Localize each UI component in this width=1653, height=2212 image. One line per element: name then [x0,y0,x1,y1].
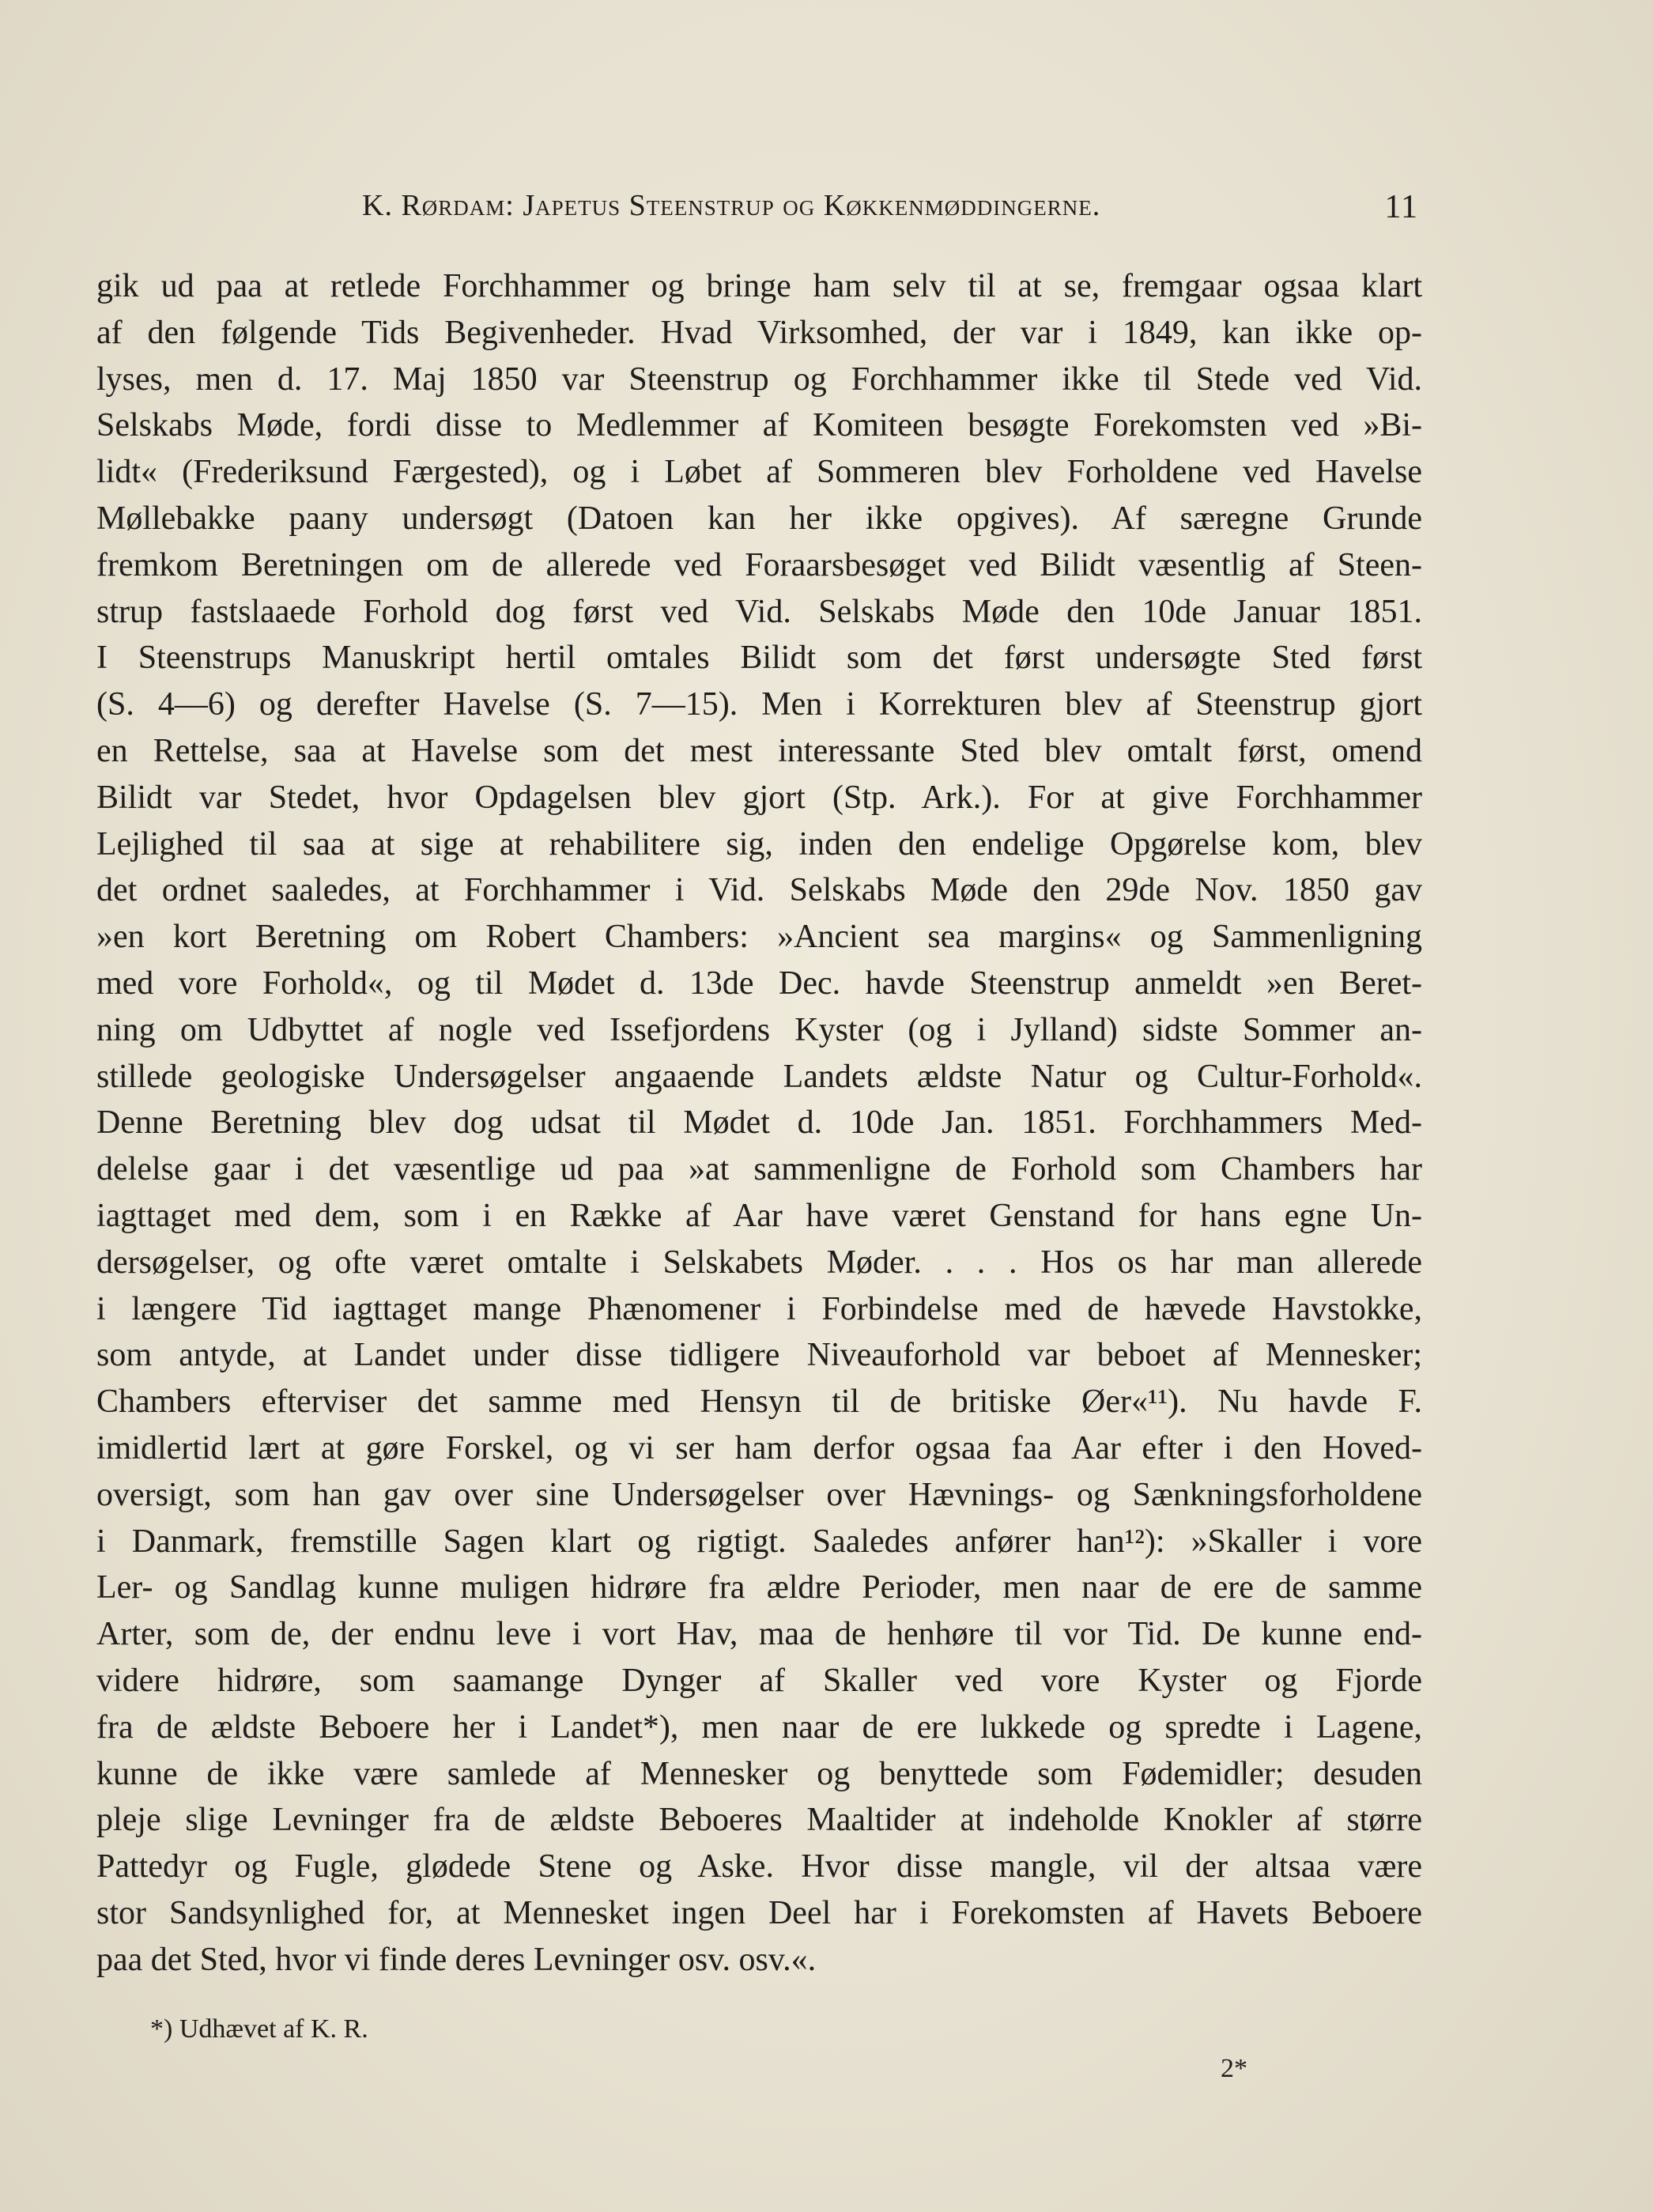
footnote: *) Udhævet af K. R. [150,2014,368,2044]
text-line: imidlertid lært at gøre Forskel, og vi ser ham derfor ogsaa faa Aar efter i den Hoved- [96,1429,1422,1466]
text-line: fremkom Beretningen om de allerede ved Foraarsbesøget ved Bilidt væsentlig af Steen- [96,546,1422,583]
text-line: stor Sandsynlighed for, at Mennesket ingen Deel har i Forekomsten af Havets Beboere [96,1894,1422,1931]
text-line: Lejlighed til saa at sige at rehabilitere sig, inden den endelige Opgørelse kom, blev [96,825,1422,863]
text-line: kunne de ikke være samlede af Mennesker og benyttede som Fødemidler; desuden [96,1755,1422,1792]
text-line: dersøgelser, og ofte været omtalte i Selskabets Møder. . . . Hos os har man allerede [96,1244,1422,1281]
text-line: I Steenstrups Manuskript hertil omtales Bilidt som det først undersøgte Sted først [96,640,1422,677]
text-line: strup fastslaaede Forhold dog først ved Vid. Selskabs Møde den 10de Januar 1851. [96,593,1422,630]
text-line: Bilidt var Stedet, hvor Opdagelsen blev gjort (Stp. Ark.). For at give Forchhammer [96,779,1422,816]
text-line: Denne Beretning blev dog udsat til Mødet d. 10de Jan. 1851. Forchhammers Med- [96,1104,1422,1142]
text-line: i længere Tid iagttaget mange Phænomener i Forbindelse med de hævede Havstokke, [96,1290,1422,1327]
text-line: (S. 4—6) og derefter Havelse (S. 7—15). Men i Korrekturen blev af Steenstrup gjort [96,686,1422,723]
signature-mark: 2* [1221,2054,1247,2083]
text-line: pleje slige Levninger fra de ældste Beboeres Maaltider at indeholde Knokler af større [96,1802,1422,1839]
text-line: Møllebakke paany undersøgt (Datoen kan her ikke opgives). Af særegne Grunde [96,500,1422,537]
text-line: Selskabs Møde, fordi disse to Medlemmer af Komiteen besøgte Forekomsten ved »Bi- [96,407,1422,444]
text-line: »en kort Beretning om Robert Chambers: »Ancient sea margins« og Sammenligning [96,919,1422,956]
text-line: delelse gaar i det væsentlige ud paa »at sammenligne de Forhold som Chambers har [96,1151,1422,1188]
text-line: det ordnet saaledes, at Forchhammer i Vid. Selskabs Møde den 29de Nov. 1850 gav [96,872,1422,909]
text-line: med vore Forhold«, og til Mødet d. 13de Dec. havde Steenstrup anmeldt »en Beret- [96,964,1422,1002]
text-line: en Rettelse, saa at Havelse som det mest interessante Sted blev omtalt først, omend [96,732,1422,769]
page-header [362,188,1418,228]
page-number: 11 [1384,189,1418,225]
text-line: af den følgende Tids Begivenheder. Hvad Virksomhed, der var i 1849, kan ikke op- [96,314,1422,351]
text-line: Ler- og Sandlag kunne muligen hidrøre fra ældre Perioder, men naar de ere de samme [96,1569,1422,1606]
text-line: Pattedyr og Fugle, glødede Stene og Aske. Hvor disse mangle, vil der altsaa være [96,1848,1422,1885]
text-line: gik ud paa at retlede Forchhammer og bringe ham selv til at se, fremgaar ogsaa klart [96,268,1422,304]
running-head: K. Rørdam: Japetus Steenstrup og Køkkenmøddingerne. [362,189,1101,222]
text-line: lyses, men d. 17. Maj 1850 var Steenstrup og Forchhammer ikke til Stede ved Vid. [96,360,1422,398]
text-line: ning om Udbyttet af nogle ved Issefjordens Kyster (og i Jylland) sidste Sommer an- [96,1011,1422,1048]
text-line: oversigt, som han gav over sine Undersøgelser over Hævnings- og Sænkningsforholdene [96,1476,1422,1513]
text-line: som antyde, at Landet under disse tidligere Niveauforhold var beboet af Mennesker; [96,1337,1422,1374]
text-line: stillede geologiske Undersøgelser angaaende Landets ældste Natur og Cultur-Forhold«. [96,1058,1422,1095]
text-line: fra de ældste Beboere her i Landet*), men naar de ere lukkede og spredte i Lagene, [96,1708,1422,1746]
text-line: lidt« (Frederiksund Færgested), og i Løbet af Sommeren blev Forholdene ved Havelse [96,454,1422,491]
text-line: paa det Sted, hvor vi finde deres Levninger osv. osv.«. [96,1941,817,1978]
text-line: i Danmark, fremstille Sagen klart og rigtigt. Saaledes anfører han¹²): »Skaller i vore [96,1523,1422,1560]
text-line: videre hidrøre, som saamange Dynger af Skaller ved vore Kyster og Fjorde [96,1662,1422,1699]
body-text [96,263,1422,1983]
text-line: Chambers efterviser det samme med Hensyn til de britiske Øer«¹¹). Nu havde F. [96,1383,1422,1421]
text-line: iagttaget med dem, som i en Række af Aar have været Genstand for hans egne Un- [96,1197,1422,1234]
text-line: Arter, som de, der endnu leve i vort Hav, maa de henhøre til vor Tid. De kunne end- [96,1616,1422,1653]
